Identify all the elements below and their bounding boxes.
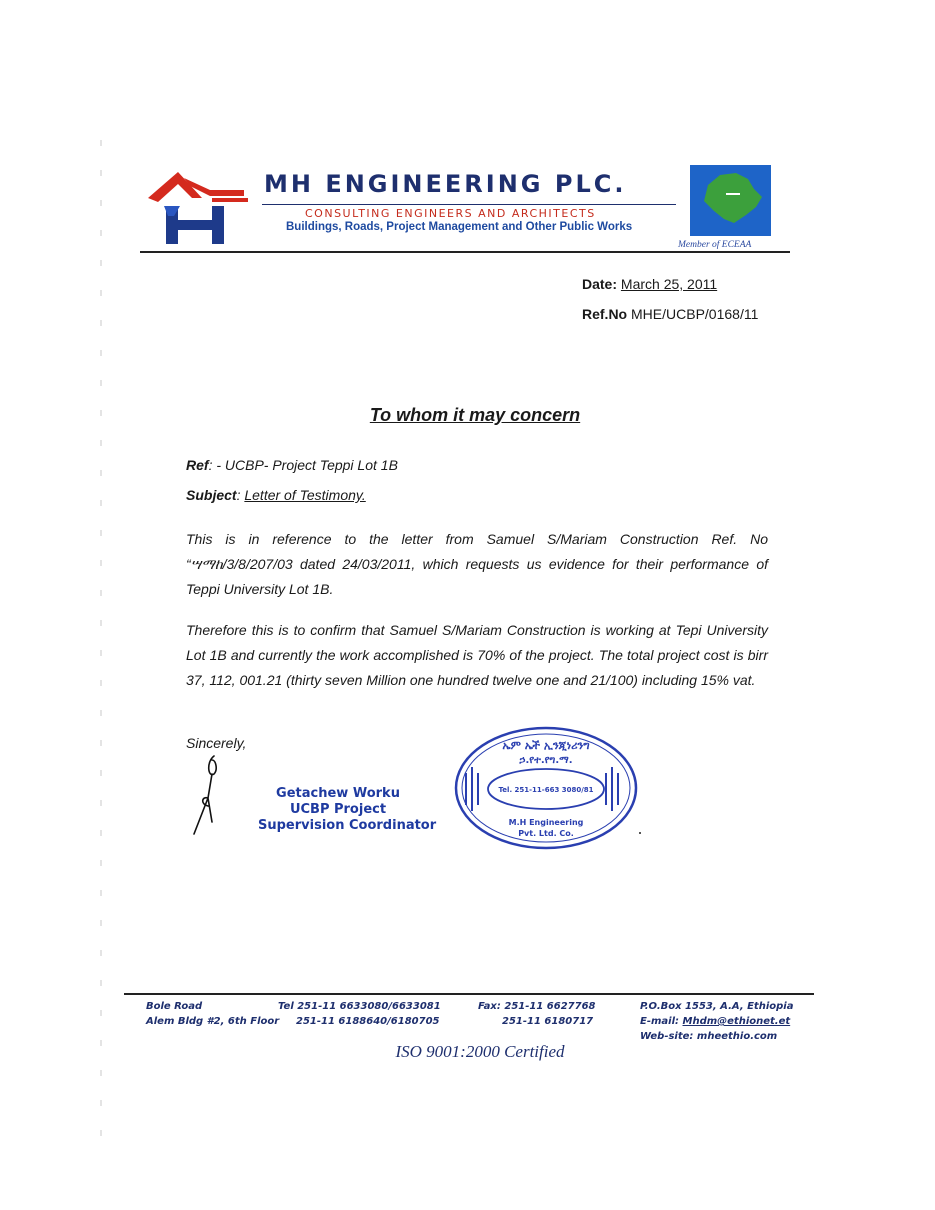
member-text: Member of ECEAA	[678, 240, 752, 250]
stamp-bottom1: M.H Engineering	[508, 818, 584, 827]
subject-line: Subject: Letter of Testimony.	[186, 487, 366, 503]
footer-fax-line2: 251-11 6180717	[502, 1016, 594, 1027]
footer-fax	[478, 999, 596, 1029]
signer-title-line2: Supervision Coordinator	[258, 818, 437, 833]
date-value: March 25, 2011	[620, 276, 718, 292]
scan-dot	[639, 832, 641, 834]
footer-website: Web-site: mheethio.com	[640, 1031, 778, 1042]
company-tagline: CONSULTING ENGINEERS AND ARCHITECTS	[305, 207, 596, 220]
footer-email-link[interactable]: Mhdm@ethionet.et	[682, 1016, 791, 1027]
footer-telephone	[278, 999, 441, 1029]
ref-number-value: MHE/UCBP/0168/11	[631, 306, 759, 322]
footer-rule	[124, 993, 814, 995]
signer-name: Getachew Worku	[276, 786, 400, 801]
iso-certification: ISO 9001:2000 Certified	[395, 1042, 565, 1061]
ethiopia-map-icon	[690, 165, 771, 236]
signer-block	[258, 786, 437, 834]
ref-number-label: Ref.No	[582, 306, 628, 322]
footer-tel-line1: Tel 251-11 6633080/6633081	[278, 1001, 441, 1012]
company-name: MH ENGINEERING PLC.	[264, 170, 627, 198]
footer-email-label: E-mail:	[640, 1016, 680, 1027]
paragraph-confirmation: Therefore this is to confirm that Samuel S/Mariam Construction is working at Tepi University Lot 1B and currently the work accomplished is 70% of the project. The total project cost is birr 37, 112, 001.21 (thirty seven Million one hundred twelve one and 21/100) including 15% vat.	[186, 622, 768, 688]
signer-title-line1: UCBP Project	[289, 802, 387, 817]
subject-label: Subject	[186, 487, 237, 503]
signature-image	[188, 752, 228, 837]
footer-address	[146, 999, 279, 1029]
paragraph-reference: This is in reference to the letter from Samuel S/Mariam Construction Ref. No “ሣማከ/3/8/207/03 dated 24/03/2011, which requests us evidence for their performance of Teppi University Lot 1B.	[186, 531, 768, 597]
date-label: Date	[582, 276, 613, 292]
company-stamp-image	[452, 725, 640, 851]
company-services: Buildings, Roads, Project Management and Other Public Works	[286, 221, 633, 233]
date-line: Date: March 25, 2011	[582, 276, 718, 292]
ref-value: : - UCBP- Project Teppi Lot 1B	[208, 457, 398, 473]
footer-address-line2: Alem Bldg #2, 6th Floor	[146, 1016, 280, 1027]
footer-pobox: P.O.Box 1553, A.A, Ethiopia	[640, 1001, 794, 1012]
stamp-top-text2: ኃ.የተ.የግ.ማ.	[519, 755, 573, 766]
ref-label: Ref	[186, 457, 209, 473]
header-rule	[140, 251, 790, 253]
stamp-tel: Tel. 251-11-663 3080/81	[498, 786, 594, 794]
letter-heading: To whom it may concern	[369, 405, 581, 425]
subject-value: Letter of Testimony.	[244, 487, 366, 503]
ref-number-line	[582, 306, 758, 322]
footer-contact	[640, 999, 793, 1044]
footer-fax-line1: Fax: 251-11 6627768	[478, 1001, 596, 1012]
tagline-rule	[262, 204, 676, 205]
closing: Sincerely,	[186, 735, 247, 751]
scan-edge-artifact	[100, 140, 102, 1160]
footer-tel-line2: 251-11 6188640/6180705	[296, 1016, 440, 1027]
stamp-top-text: ኤም ኤች ኢንጂነሪንግ	[502, 739, 590, 752]
stamp-bottom2: Pvt. Ltd. Co.	[518, 829, 574, 838]
company-logo-icon	[140, 168, 252, 248]
footer-address-line1: Bole Road	[146, 1001, 203, 1012]
ref-line	[186, 457, 398, 473]
